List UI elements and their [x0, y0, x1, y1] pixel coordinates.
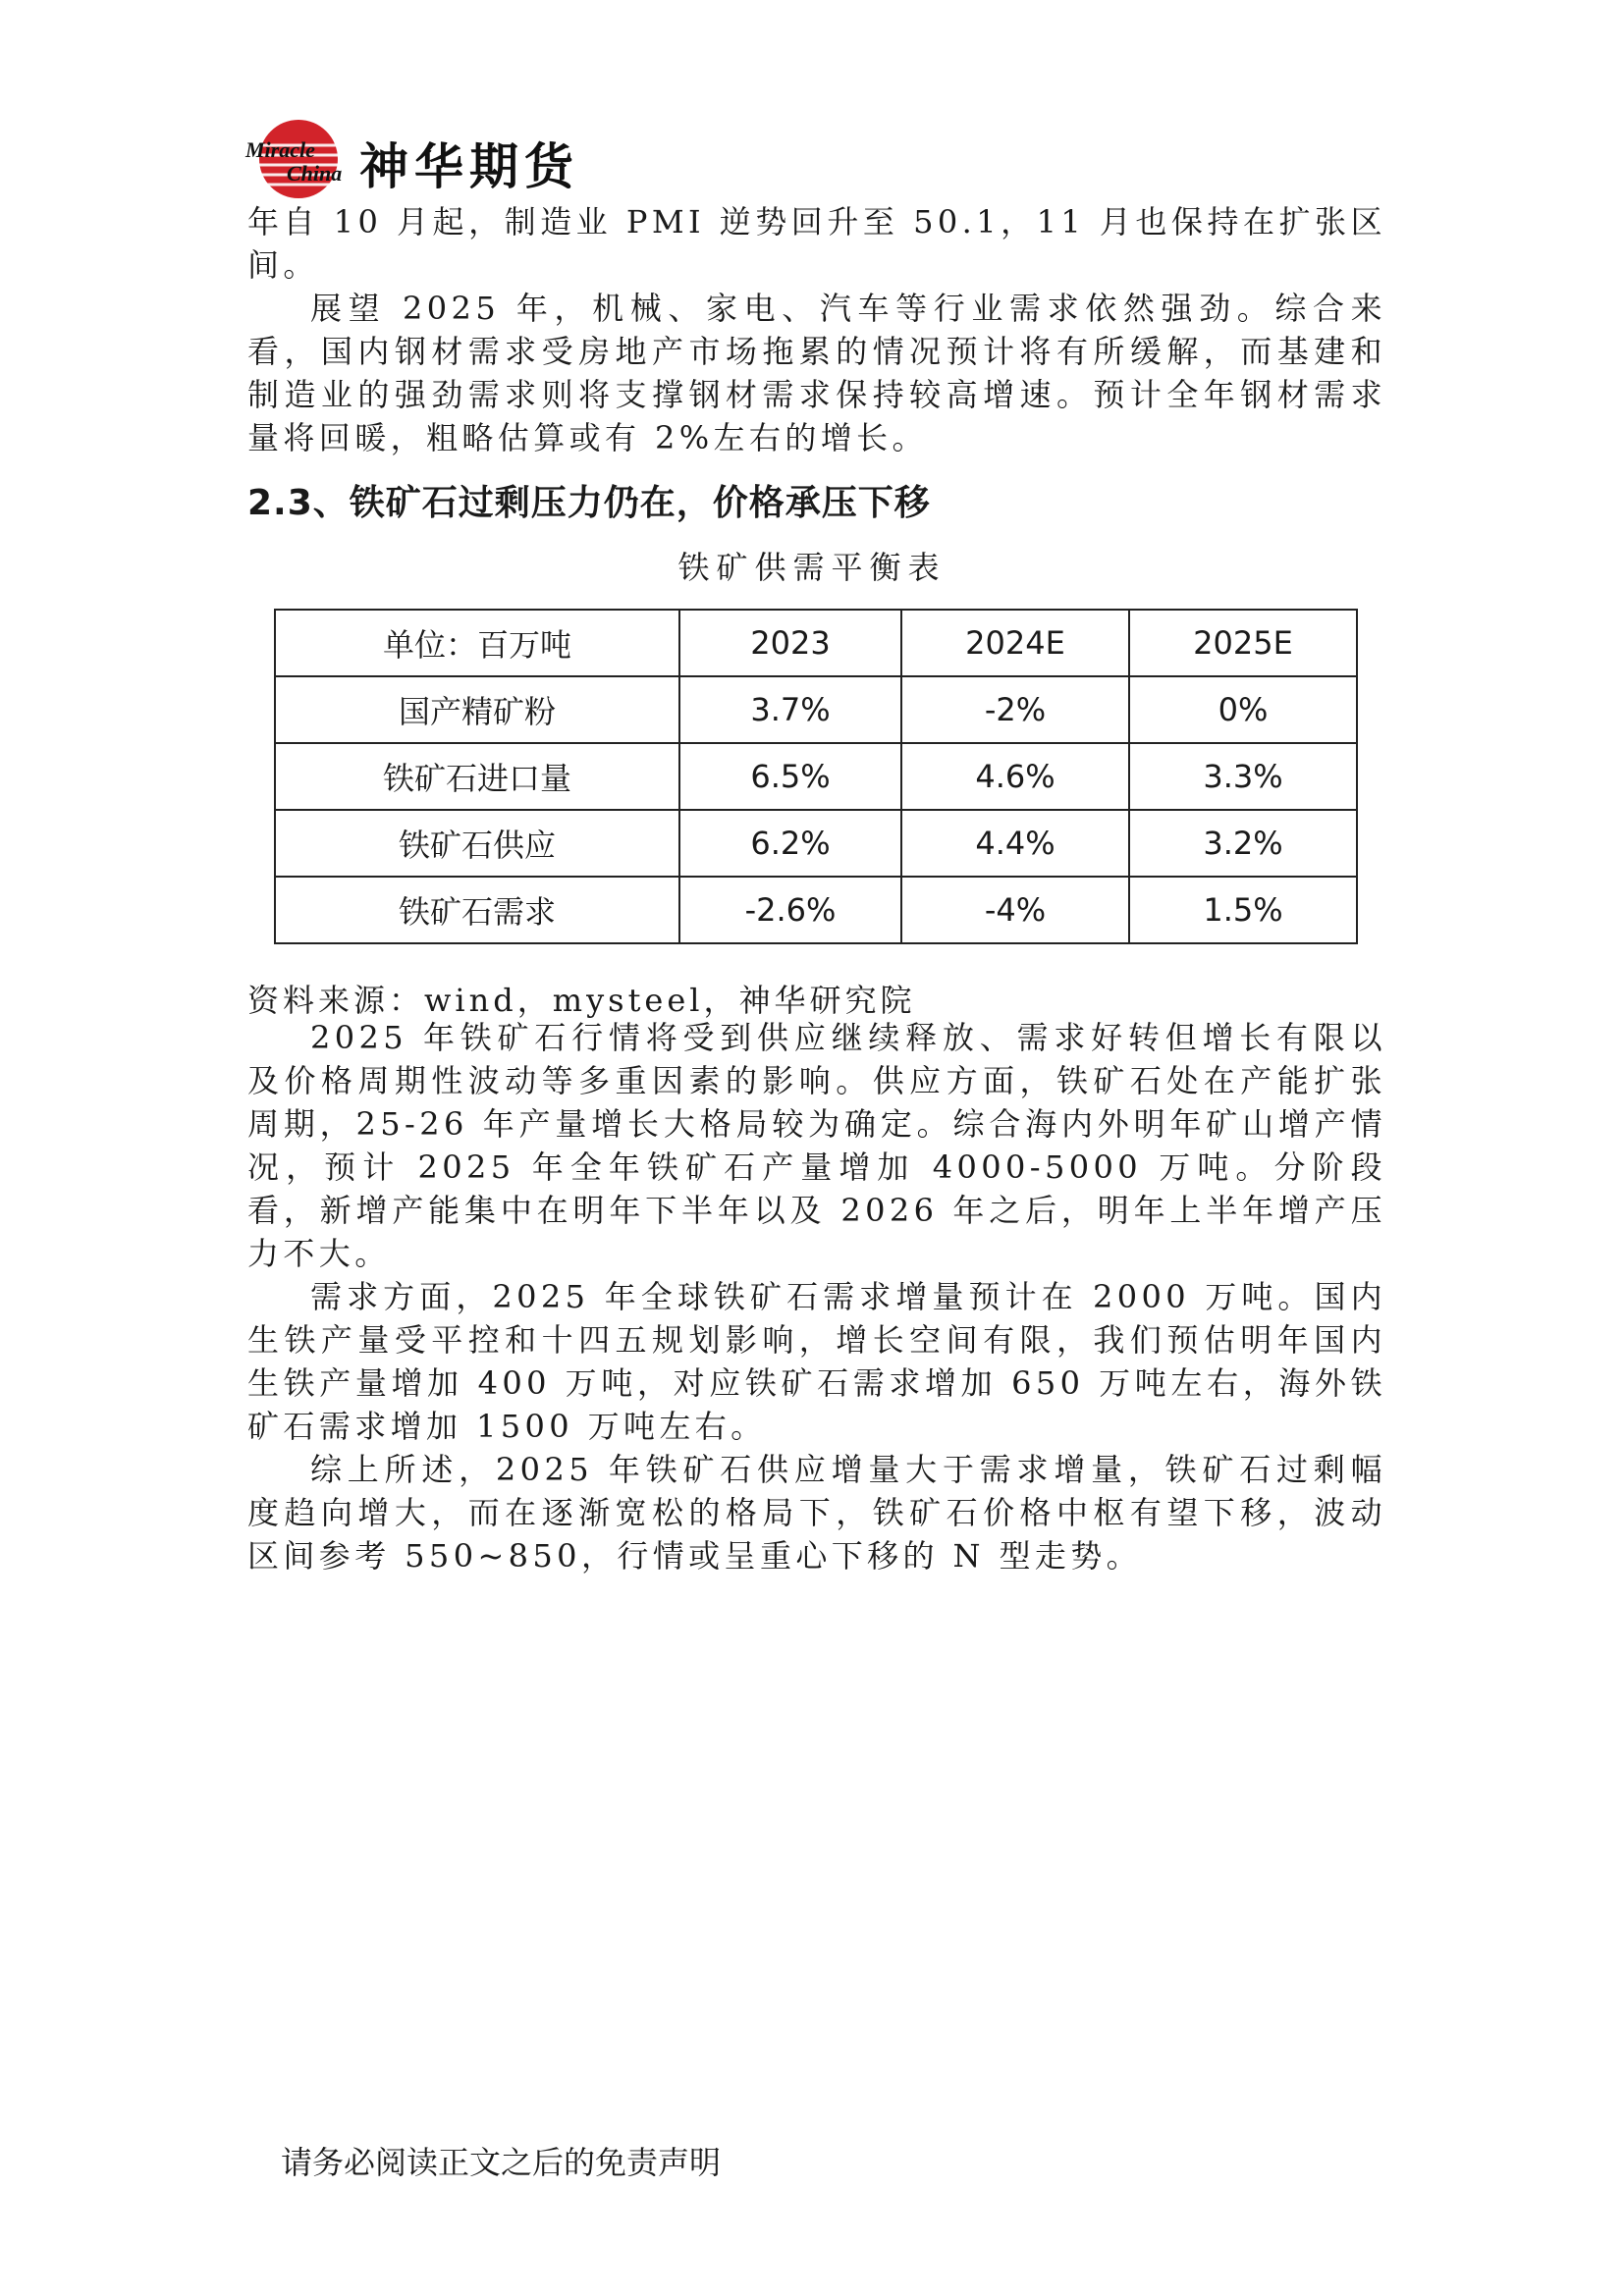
- table-row: [275, 810, 1357, 877]
- table-cell: 铁矿石进口量: [275, 743, 679, 810]
- intro-text: [247, 200, 1386, 459]
- body-text: [247, 1016, 1386, 1577]
- table-cell: 铁矿石需求: [275, 877, 679, 943]
- table-header-cell: 2025E: [1129, 610, 1357, 676]
- table-header-cell: 2024E: [901, 610, 1129, 676]
- table-cell: 国产精矿粉: [275, 676, 679, 743]
- table-cell: 4.6%: [901, 743, 1129, 810]
- table-row: [275, 676, 1357, 743]
- brand-name: 神华期货: [359, 138, 579, 195]
- table-cell: 3.2%: [1129, 810, 1357, 877]
- body-paragraph-3: 综上所述，2025 年铁矿石供应增量大于需求增量，铁矿石过剩幅度趋向增大，而在逐渐宽松的格局下，铁矿石价格中枢有望下移，波动区间参考 550~850，行情或呈重心下移的 N 型走势。: [247, 1451, 1386, 1575]
- table-cell: 3.7%: [679, 676, 901, 743]
- body-paragraph-2: 需求方面，2025 年全球铁矿石需求增量预计在 2000 万吨。国内生铁产量受平控和十四五规划影响，增长空间有限，我们预估明年国内生铁产量增加 400 万吨，对应铁矿石需求增加 650 万吨左右，海外铁矿石需求增加 1500 万吨左右。: [247, 1278, 1386, 1445]
- supply-demand-table: [274, 609, 1358, 944]
- table-cell: -2.6%: [679, 877, 901, 943]
- table-source: 资料来源：wind，mysteel，神华研究院: [247, 982, 916, 1019]
- body-paragraph-1: 2025 年铁矿石行情将受到供应继续释放、需求好转但增长有限以及价格周期性波动等多重因素的影响。供应方面，铁矿石处在产能扩张周期，25-26 年产量增长大格局较为确定。综合海内外明年矿山增产情况，预计 2025 年全年铁矿石产量增加 4000-5000 万吨。分阶段看，新增产能集中在明年下半年以及 2026 年之后，明年上半年增产压力不大。: [247, 1019, 1386, 1272]
- table-header-cell: 2023: [679, 610, 901, 676]
- table-cell: 6.2%: [679, 810, 901, 877]
- table-cell: 4.4%: [901, 810, 1129, 877]
- table-header-cell: 单位：百万吨: [275, 610, 679, 676]
- page-header: [244, 116, 636, 204]
- table-cell: -2%: [901, 676, 1129, 743]
- section-heading: 2.3、铁矿石过剩压力仍在，价格承压下移: [247, 483, 931, 523]
- logo-text-china: China: [287, 161, 343, 186]
- intro-paragraph-1: 年自 10 月起，制造业 PMI 逆势回升至 50.1，11 月也保持在扩张区间。: [247, 203, 1386, 284]
- table-header-row: [275, 610, 1357, 676]
- table-cell: 0%: [1129, 676, 1357, 743]
- logo-text-miracle: Miracle: [245, 137, 315, 162]
- disclaimer-footer: 请务必阅读正文之后的免责声明: [281, 2144, 722, 2181]
- table-cell: 1.5%: [1129, 877, 1357, 943]
- table-cell: 铁矿石供应: [275, 810, 679, 877]
- table-cell: -4%: [901, 877, 1129, 943]
- table-row: [275, 743, 1357, 810]
- table-caption: 铁矿供需平衡表: [677, 549, 947, 586]
- miracle-china-logo: [244, 116, 352, 204]
- table-row: [275, 877, 1357, 943]
- table-cell: 3.3%: [1129, 743, 1357, 810]
- table-cell: 6.5%: [679, 743, 901, 810]
- intro-paragraph-2: 展望 2025 年，机械、家电、汽车等行业需求依然强劲。综合来看，国内钢材需求受房地产市场拖累的情况预计将有所缓解，而基建和制造业的强劲需求则将支撑钢材需求保持较高增速。预计全年钢材需求量将回暖，粗略估算或有 2%左右的增长。: [247, 290, 1386, 456]
